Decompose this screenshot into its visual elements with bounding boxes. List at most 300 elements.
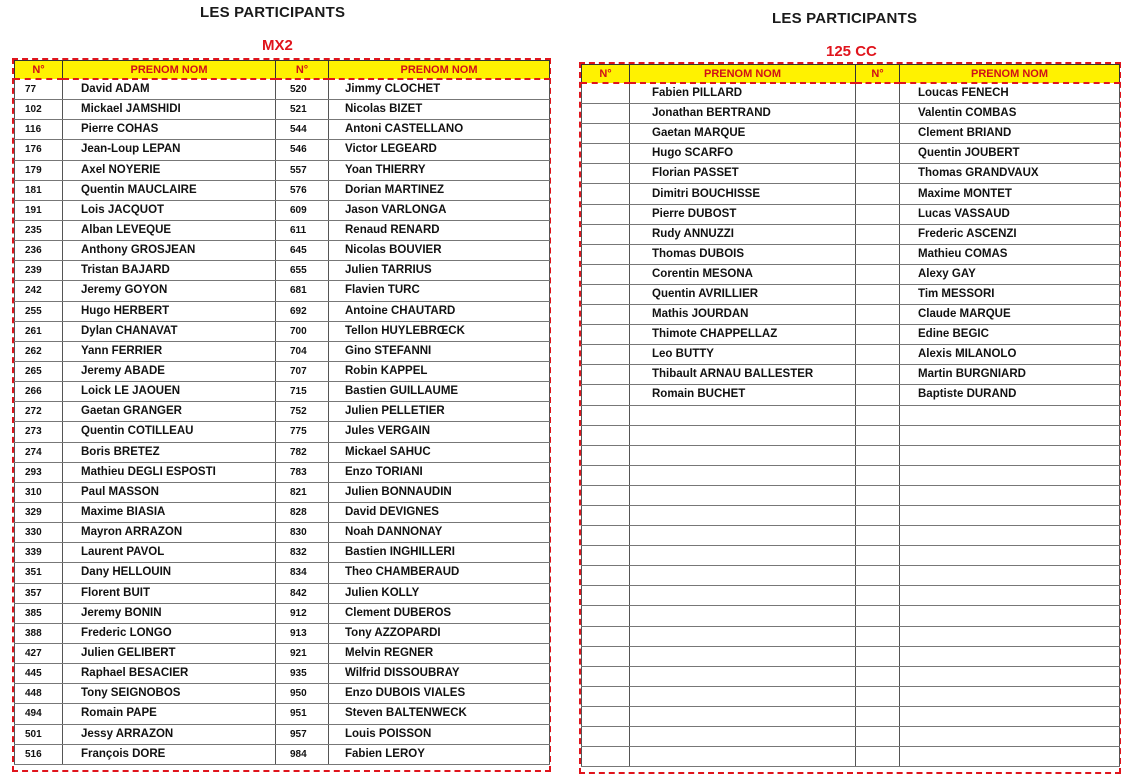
125cc-participants-table: [581, 64, 1120, 767]
table-row: [582, 405, 1120, 425]
rider-name-cell: Tony AZZOPARDI: [329, 623, 550, 643]
right-page-heading: LES PARTICIPANTS: [772, 10, 918, 27]
table-row: [582, 505, 1120, 525]
header-number-1: N°: [582, 65, 630, 84]
rider-name-cell: [630, 526, 856, 546]
rider-number-cell: [856, 104, 900, 124]
rider-number-cell: 265: [15, 361, 63, 381]
rider-name-cell: Clement BRIAND: [900, 124, 1120, 144]
table-row: [582, 144, 1120, 164]
table-row: [582, 666, 1120, 686]
rider-name-cell: [630, 485, 856, 505]
rider-name-cell: Yoan THIERRY: [329, 160, 550, 180]
rider-number-cell: [856, 83, 900, 104]
rider-number-cell: 557: [276, 160, 329, 180]
rider-number-cell: 261: [15, 321, 63, 341]
rider-name-cell: Dimitri BOUCHISSE: [630, 184, 856, 204]
rider-name-cell: Pierre COHAS: [63, 120, 276, 140]
rider-number-cell: 609: [276, 200, 329, 220]
table-row: [582, 244, 1120, 264]
rider-number-cell: 176: [15, 140, 63, 160]
rider-name-cell: [900, 686, 1120, 706]
rider-number-cell: 102: [15, 100, 63, 120]
rider-number-cell: 236: [15, 241, 63, 261]
table-row: [582, 546, 1120, 566]
rider-number-cell: 262: [15, 341, 63, 361]
rider-name-cell: Robin KAPPEL: [329, 361, 550, 381]
table-row: [582, 224, 1120, 244]
rider-name-cell: Fabien LEROY: [329, 744, 550, 764]
header-number-2: N°: [276, 61, 329, 80]
rider-number-cell: 921: [276, 643, 329, 663]
rider-number-cell: 501: [15, 724, 63, 744]
rider-name-cell: Louis POISSON: [329, 724, 550, 744]
rider-number-cell: 357: [15, 583, 63, 603]
rider-number-cell: [582, 244, 630, 264]
rider-number-cell: 235: [15, 220, 63, 240]
rider-number-cell: 494: [15, 704, 63, 724]
rider-number-cell: [582, 365, 630, 385]
rider-name-cell: Lois JACQUOT: [63, 200, 276, 220]
rider-number-cell: [856, 204, 900, 224]
table-row: [582, 325, 1120, 345]
table-row: [582, 626, 1120, 646]
rider-name-cell: Raphael BESACIER: [63, 664, 276, 684]
rider-number-cell: 828: [276, 502, 329, 522]
rider-number-cell: [582, 706, 630, 726]
125cc-participants-sheet: [579, 62, 1121, 774]
rider-number-cell: [856, 264, 900, 284]
rider-name-cell: Jeremy BONIN: [63, 603, 276, 623]
table-row: [15, 442, 550, 462]
rider-name-cell: Clement DUBEROS: [329, 603, 550, 623]
rider-name-cell: Bastien INGHILLERI: [329, 543, 550, 563]
rider-number-cell: 239: [15, 261, 63, 281]
header-number-2: N°: [856, 65, 900, 84]
table-row: [15, 643, 550, 663]
rider-number-cell: 351: [15, 563, 63, 583]
rider-number-cell: [856, 646, 900, 666]
rider-number-cell: [856, 184, 900, 204]
rider-name-cell: Hugo SCARFO: [630, 144, 856, 164]
rider-number-cell: [582, 164, 630, 184]
rider-name-cell: Melvin REGNER: [329, 643, 550, 663]
rider-name-cell: Florian PASSET: [630, 164, 856, 184]
rider-name-cell: Jonathan BERTRAND: [630, 104, 856, 124]
table-row: [15, 583, 550, 603]
rider-name-cell: Nicolas BOUVIER: [329, 241, 550, 261]
rider-name-cell: Bastien GUILLAUME: [329, 382, 550, 402]
rider-number-cell: [856, 566, 900, 586]
table-row: [15, 543, 550, 563]
rider-number-cell: [856, 727, 900, 747]
table-row: [15, 301, 550, 321]
rider-name-cell: Frederic LONGO: [63, 623, 276, 643]
rider-number-cell: [582, 144, 630, 164]
rider-number-cell: 913: [276, 623, 329, 643]
rider-name-cell: Julien BONNAUDIN: [329, 482, 550, 502]
table-row: [582, 385, 1120, 405]
rider-name-cell: Wilfrid DISSOUBRAY: [329, 664, 550, 684]
rider-number-cell: [582, 727, 630, 747]
table-row: [582, 586, 1120, 606]
rider-number-cell: [582, 526, 630, 546]
table-row: [582, 83, 1120, 104]
rider-number-cell: [582, 485, 630, 505]
rider-number-cell: [582, 385, 630, 405]
rider-number-cell: 681: [276, 281, 329, 301]
table-row: [15, 100, 550, 120]
rider-number-cell: [582, 124, 630, 144]
rider-number-cell: 707: [276, 361, 329, 381]
rider-name-cell: Thimote CHAPPELLAZ: [630, 325, 856, 345]
rider-name-cell: [630, 606, 856, 626]
table-row: [15, 724, 550, 744]
rider-number-cell: [856, 686, 900, 706]
rider-name-cell: Renaud RENARD: [329, 220, 550, 240]
rider-number-cell: 821: [276, 482, 329, 502]
rider-number-cell: [582, 666, 630, 686]
rider-number-cell: 700: [276, 321, 329, 341]
rider-name-cell: Romain PAPE: [63, 704, 276, 724]
rider-name-cell: [900, 747, 1120, 767]
table-row: [15, 603, 550, 623]
table-row: [15, 140, 550, 160]
table-row: [15, 462, 550, 482]
rider-number-cell: 935: [276, 664, 329, 684]
rider-name-cell: Nicolas BIZET: [329, 100, 550, 120]
rider-name-cell: Gino STEFANNI: [329, 341, 550, 361]
rider-name-cell: [900, 666, 1120, 686]
rider-number-cell: 293: [15, 462, 63, 482]
rider-number-cell: 385: [15, 603, 63, 623]
rider-name-cell: [630, 405, 856, 425]
table-row: [15, 382, 550, 402]
rider-number-cell: 191: [15, 200, 63, 220]
rider-name-cell: Theo CHAMBERAUD: [329, 563, 550, 583]
rider-name-cell: Yann FERRIER: [63, 341, 276, 361]
rider-number-cell: 546: [276, 140, 329, 160]
rider-number-cell: 782: [276, 442, 329, 462]
table-row: [582, 686, 1120, 706]
rider-name-cell: David ADAM: [63, 79, 276, 100]
rider-number-cell: 957: [276, 724, 329, 744]
table-row: [582, 445, 1120, 465]
rider-number-cell: [856, 405, 900, 425]
table-row: [15, 341, 550, 361]
rider-name-cell: Julien PELLETIER: [329, 402, 550, 422]
rider-number-cell: [856, 546, 900, 566]
rider-name-cell: Quentin MAUCLAIRE: [63, 180, 276, 200]
table-row: [15, 120, 550, 140]
rider-name-cell: Alban LEVEQUE: [63, 220, 276, 240]
rider-number-cell: [582, 626, 630, 646]
rider-name-cell: Mathieu DEGLI ESPOSTI: [63, 462, 276, 482]
table-header-row: [15, 61, 550, 80]
rider-name-cell: Tony SEIGNOBOS: [63, 684, 276, 704]
rider-name-cell: Maxime MONTET: [900, 184, 1120, 204]
rider-name-cell: Axel NOYERIE: [63, 160, 276, 180]
rider-name-cell: [900, 445, 1120, 465]
rider-name-cell: [900, 425, 1120, 445]
rider-number-cell: [856, 124, 900, 144]
rider-number-cell: [582, 566, 630, 586]
table-header-row: [582, 65, 1120, 84]
table-row: [582, 365, 1120, 385]
table-row: [15, 281, 550, 301]
rider-number-cell: [856, 606, 900, 626]
rider-number-cell: 704: [276, 341, 329, 361]
rider-number-cell: [856, 747, 900, 767]
rider-name-cell: David DEVIGNES: [329, 502, 550, 522]
left-page-heading: LES PARTICIPANTS: [200, 4, 346, 21]
rider-name-cell: [900, 505, 1120, 525]
rider-name-cell: [630, 445, 856, 465]
rider-number-cell: [582, 184, 630, 204]
rider-number-cell: [582, 606, 630, 626]
rider-name-cell: [900, 405, 1120, 425]
rider-name-cell: Loucas FENECH: [900, 83, 1120, 104]
rider-number-cell: 181: [15, 180, 63, 200]
table-row: [15, 361, 550, 381]
table-row: [582, 526, 1120, 546]
rider-name-cell: Lucas VASSAUD: [900, 204, 1120, 224]
table-row: [582, 264, 1120, 284]
table-row: [15, 321, 550, 341]
mx2-participants-sheet: [12, 58, 551, 772]
rider-number-cell: 655: [276, 261, 329, 281]
rider-number-cell: 266: [15, 382, 63, 402]
rider-number-cell: [856, 586, 900, 606]
rider-number-cell: [582, 264, 630, 284]
rider-number-cell: 274: [15, 442, 63, 462]
table-row: [582, 727, 1120, 747]
table-row: [582, 184, 1120, 204]
rider-name-cell: Dylan CHANAVAT: [63, 321, 276, 341]
rider-name-cell: [630, 546, 856, 566]
rider-name-cell: [630, 566, 856, 586]
rider-name-cell: Julien KOLLY: [329, 583, 550, 603]
rider-name-cell: [900, 727, 1120, 747]
rider-name-cell: [900, 465, 1120, 485]
rider-name-cell: Enzo TORIANI: [329, 462, 550, 482]
rider-name-cell: Jules VERGAIN: [329, 422, 550, 442]
rider-number-cell: 516: [15, 744, 63, 764]
table-row: [15, 160, 550, 180]
table-row: [15, 241, 550, 261]
rider-number-cell: 912: [276, 603, 329, 623]
table-row: [15, 623, 550, 643]
rider-number-cell: 272: [15, 402, 63, 422]
rider-number-cell: 179: [15, 160, 63, 180]
rider-number-cell: [582, 104, 630, 124]
rider-name-cell: Quentin AVRILLIER: [630, 284, 856, 304]
rider-name-cell: Maxime BIASIA: [63, 502, 276, 522]
rider-name-cell: Jeremy GOYON: [63, 281, 276, 301]
rider-name-cell: Gaetan MARQUE: [630, 124, 856, 144]
table-row: [582, 164, 1120, 184]
left-category-title: MX2: [262, 37, 293, 54]
table-row: [582, 425, 1120, 445]
rider-number-cell: [856, 224, 900, 244]
table-row: [582, 706, 1120, 726]
table-row: [582, 345, 1120, 365]
table-row: [15, 79, 550, 100]
rider-number-cell: 544: [276, 120, 329, 140]
rider-number-cell: [582, 646, 630, 666]
rider-name-cell: [630, 626, 856, 646]
rider-name-cell: Valentin COMBAS: [900, 104, 1120, 124]
rider-number-cell: 388: [15, 623, 63, 643]
table-row: [15, 482, 550, 502]
rider-number-cell: [856, 505, 900, 525]
rider-number-cell: [582, 546, 630, 566]
rider-number-cell: [582, 204, 630, 224]
rider-name-cell: [630, 586, 856, 606]
rider-name-cell: [630, 465, 856, 485]
rider-name-cell: Alexy GAY: [900, 264, 1120, 284]
rider-name-cell: Victor LEGEARD: [329, 140, 550, 160]
rider-number-cell: [856, 284, 900, 304]
rider-name-cell: Edine BEGIC: [900, 325, 1120, 345]
rider-number-cell: [856, 445, 900, 465]
rider-name-cell: Hugo HERBERT: [63, 301, 276, 321]
rider-number-cell: [582, 325, 630, 345]
rider-name-cell: Leo BUTTY: [630, 345, 856, 365]
rider-name-cell: [630, 706, 856, 726]
rider-number-cell: 255: [15, 301, 63, 321]
rider-number-cell: [856, 465, 900, 485]
rider-number-cell: [582, 405, 630, 425]
rider-name-cell: Mickael JAMSHIDI: [63, 100, 276, 120]
header-name-1: PRENOM NOM: [63, 61, 276, 80]
rider-number-cell: [582, 747, 630, 767]
rider-number-cell: [856, 666, 900, 686]
rider-name-cell: Dany HELLOUIN: [63, 563, 276, 583]
rider-name-cell: Fabien PILLARD: [630, 83, 856, 104]
rider-number-cell: [856, 485, 900, 505]
rider-name-cell: Mickael SAHUC: [329, 442, 550, 462]
rider-name-cell: Paul MASSON: [63, 482, 276, 502]
table-row: [582, 204, 1120, 224]
rider-name-cell: Enzo DUBOIS VIALES: [329, 684, 550, 704]
rider-name-cell: [630, 505, 856, 525]
rider-number-cell: 984: [276, 744, 329, 764]
rider-name-cell: Claude MARQUE: [900, 305, 1120, 325]
rider-number-cell: 775: [276, 422, 329, 442]
rider-name-cell: [900, 626, 1120, 646]
rider-name-cell: Alexis MILANOLO: [900, 345, 1120, 365]
table-row: [582, 465, 1120, 485]
table-row: [582, 104, 1120, 124]
rider-number-cell: 330: [15, 523, 63, 543]
table-row: [582, 485, 1120, 505]
table-row: [15, 261, 550, 281]
table-row: [15, 563, 550, 583]
table-row: [15, 200, 550, 220]
rider-name-cell: Tellon HUYLEBRŒCK: [329, 321, 550, 341]
table-row: [582, 606, 1120, 626]
rider-name-cell: [630, 747, 856, 767]
header-name-2: PRENOM NOM: [329, 61, 550, 80]
rider-number-cell: 645: [276, 241, 329, 261]
rider-name-cell: Pierre DUBOST: [630, 204, 856, 224]
rider-number-cell: [856, 325, 900, 345]
table-row: [582, 566, 1120, 586]
rider-number-cell: 448: [15, 684, 63, 704]
rider-number-cell: [856, 626, 900, 646]
rider-number-cell: [582, 345, 630, 365]
header-name-2: PRENOM NOM: [900, 65, 1120, 84]
rider-number-cell: [856, 164, 900, 184]
right-category-title: 125 CC: [826, 43, 877, 60]
table-row: [15, 422, 550, 442]
rider-name-cell: Thomas DUBOIS: [630, 244, 856, 264]
rider-number-cell: [582, 465, 630, 485]
rider-name-cell: Quentin COTILLEAU: [63, 422, 276, 442]
rider-name-cell: Steven BALTENWECK: [329, 704, 550, 724]
rider-number-cell: [856, 526, 900, 546]
rider-name-cell: Tim MESSORI: [900, 284, 1120, 304]
table-row: [15, 180, 550, 200]
rider-number-cell: [582, 445, 630, 465]
rider-number-cell: [582, 83, 630, 104]
rider-name-cell: Jeremy ABADE: [63, 361, 276, 381]
rider-name-cell: Jason VARLONGA: [329, 200, 550, 220]
rider-number-cell: 521: [276, 100, 329, 120]
rider-name-cell: Florent BUIT: [63, 583, 276, 603]
rider-number-cell: 830: [276, 523, 329, 543]
rider-number-cell: [856, 385, 900, 405]
rider-name-cell: [900, 526, 1120, 546]
rider-name-cell: [900, 485, 1120, 505]
rider-name-cell: Noah DANNONAY: [329, 523, 550, 543]
rider-name-cell: Flavien TURC: [329, 281, 550, 301]
rider-name-cell: Laurent PAVOL: [63, 543, 276, 563]
rider-name-cell: Julien TARRIUS: [329, 261, 550, 281]
rider-name-cell: Thibault ARNAU BALLESTER: [630, 365, 856, 385]
rider-name-cell: Martin BURGNIARD: [900, 365, 1120, 385]
table-row: [15, 523, 550, 543]
rider-name-cell: Julien GELIBERT: [63, 643, 276, 663]
table-row: [582, 305, 1120, 325]
rider-name-cell: [900, 566, 1120, 586]
rider-number-cell: [856, 365, 900, 385]
rider-number-cell: 310: [15, 482, 63, 502]
rider-number-cell: 832: [276, 543, 329, 563]
rider-number-cell: [856, 244, 900, 264]
table-row: [582, 646, 1120, 666]
rider-number-cell: 752: [276, 402, 329, 422]
rider-name-cell: [900, 586, 1120, 606]
header-number-1: N°: [15, 61, 63, 80]
table-row: [15, 684, 550, 704]
table-row: [15, 704, 550, 724]
rider-name-cell: Loick LE JAOUEN: [63, 382, 276, 402]
rider-name-cell: Jimmy CLOCHET: [329, 79, 550, 100]
rider-number-cell: 329: [15, 502, 63, 522]
rider-name-cell: Mayron ARRAZON: [63, 523, 276, 543]
rider-name-cell: [630, 686, 856, 706]
rider-name-cell: [630, 727, 856, 747]
rider-number-cell: [856, 706, 900, 726]
rider-name-cell: Corentin MESONA: [630, 264, 856, 284]
rider-number-cell: [856, 305, 900, 325]
rider-name-cell: Frederic ASCENZI: [900, 224, 1120, 244]
rider-name-cell: [630, 646, 856, 666]
table-row: [15, 664, 550, 684]
rider-number-cell: 242: [15, 281, 63, 301]
